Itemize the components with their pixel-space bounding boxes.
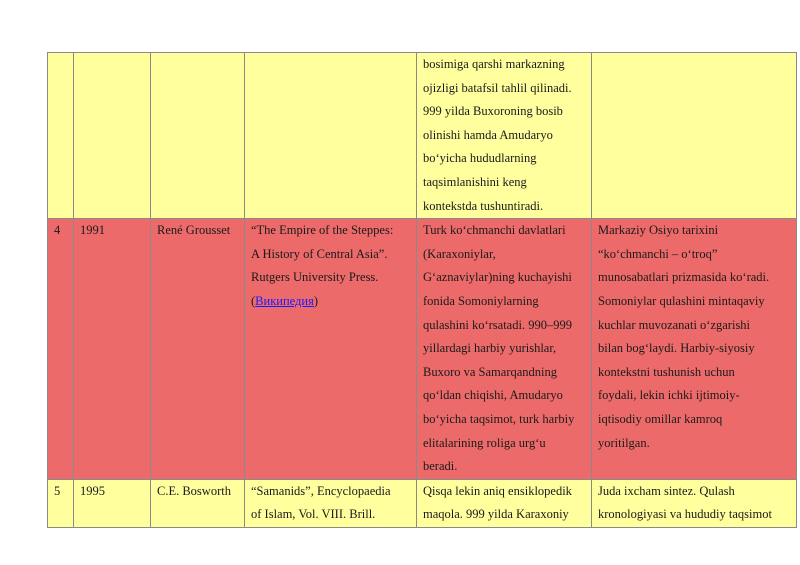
content-line: (Karaxoniylar, <box>423 246 496 261</box>
assessment-line: Somoniylar qulashini mintaqaviy <box>598 293 765 308</box>
content-line: bosimiga qarshi markazning <box>423 57 565 71</box>
table-row <box>48 479 797 527</box>
assessment-line: yoritilgan. <box>598 435 650 450</box>
content-line: taqsimlanishini keng <box>423 174 527 189</box>
source-cell <box>245 53 417 219</box>
table-row <box>48 53 797 219</box>
year-cell <box>74 53 151 219</box>
content-line: 999 yilda Buxoroning bosib <box>423 104 563 119</box>
source-line: of Islam, Vol. VIII. Brill. <box>251 507 376 522</box>
author-cell: C.E. Bosworth <box>151 479 245 527</box>
source-line: “Samanids”, Encyclopaedia <box>251 483 391 498</box>
assessment-line: kontekstni tushunish uchun <box>598 364 735 379</box>
content-line: kontekstda tushuntiradi. <box>423 198 544 213</box>
content-line: olinishi hamda Amudaryo <box>423 127 553 142</box>
wikipedia-link[interactable]: Википедия <box>255 293 314 308</box>
author-cell: René Grousset <box>151 219 245 480</box>
assessment-line: Juda ixcham sintez. Qulash <box>598 483 735 498</box>
content-cell <box>417 219 592 480</box>
assessment-line: Markaziy Osiyo tarixini <box>598 223 719 238</box>
source-cell <box>245 479 417 527</box>
row-number-cell <box>48 53 74 219</box>
row-number-cell: 5 <box>48 479 74 527</box>
source-line: Rutgers University Press. <box>251 270 379 285</box>
assessment-cell <box>592 219 797 480</box>
content-line: G‘aznaviylar)ning kuchayishi <box>423 270 572 285</box>
content-line: ojizligi batafsil tahlil qilinadi. <box>423 80 572 95</box>
content-line: elitalarining roliga urg‘u <box>423 435 546 450</box>
content-line: qo‘ldan chiqishi, Amudaryo <box>423 388 563 403</box>
author-cell <box>151 53 245 219</box>
assessment-line: foydali, lekin ichki ijtimoiy- <box>598 388 740 403</box>
content-line: Qisqa lekin aniq ensiklopedik <box>423 483 572 498</box>
content-line: fonida Somoniylarning <box>423 293 539 308</box>
assessment-line: “ko‘chmanchi – o‘troq” <box>598 246 718 261</box>
content-line: qulashini ko‘rsatadi. 990–999 <box>423 317 572 332</box>
content-line: yillardagi harbiy yurishlar, <box>423 341 557 356</box>
content-line: Turk ko‘chmanchi davlatlari <box>423 223 566 238</box>
table-row <box>48 219 797 480</box>
content-line: maqola. 999 yilda Karaxoniy <box>423 507 569 522</box>
assessment-cell <box>592 53 797 219</box>
content-line: beradi. <box>423 459 458 474</box>
assessment-line: iqtisodiy omillar kamroq <box>598 411 723 426</box>
source-line: A History of Central Asia”. <box>251 246 388 261</box>
content-line: bo‘yicha taqsimot, turk harbiy <box>423 411 575 426</box>
source-cell <box>245 219 417 480</box>
assessment-line: munosabatlari prizmasida ko‘radi. <box>598 270 770 285</box>
content-line: bo‘yicha hududlarning <box>423 151 537 166</box>
content-cell <box>417 479 592 527</box>
assessment-cell <box>592 479 797 527</box>
literature-table <box>47 52 797 528</box>
source-link-line: (Википедия) <box>251 293 319 308</box>
assessment-line: bilan bog‘laydi. Harbiy-siyosiy <box>598 341 755 356</box>
year-cell: 1991 <box>74 219 151 480</box>
source-line: “The Empire of the Steppes: <box>251 223 394 238</box>
year-cell: 1995 <box>74 479 151 527</box>
content-line: Buxoro va Samarqandning <box>423 364 558 379</box>
content-cell <box>417 53 592 219</box>
assessment-line: kronologiyasi va hududiy taqsimot <box>598 507 772 522</box>
assessment-line: kuchlar muvozanati o‘zgarishi <box>598 317 751 332</box>
row-number-cell: 4 <box>48 219 74 480</box>
